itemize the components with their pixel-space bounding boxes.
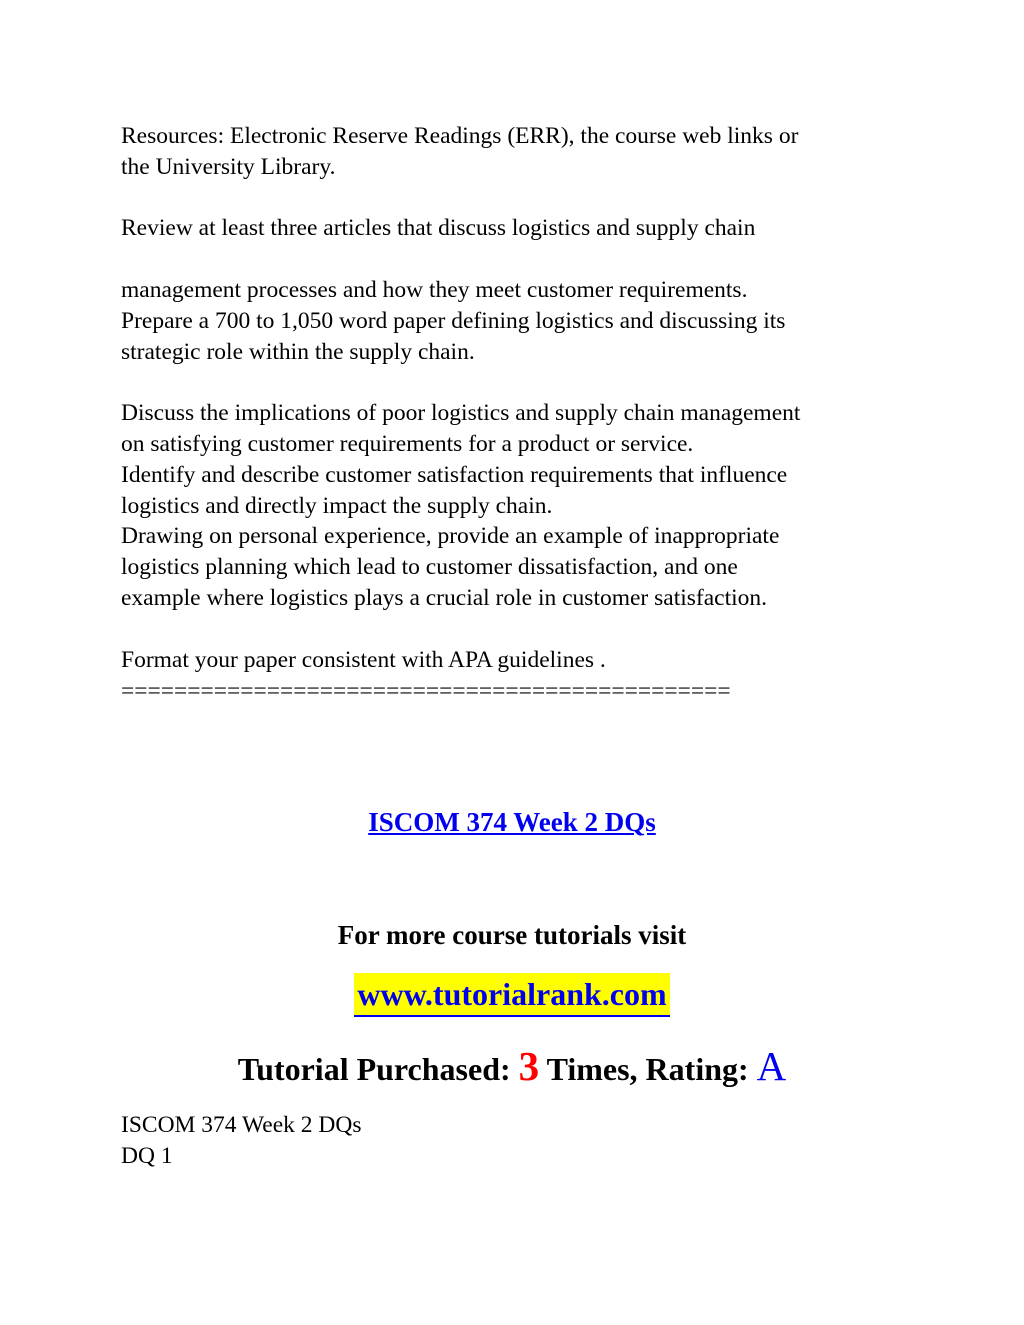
identify-line-2: logistics and directly impact the supply chain. <box>121 493 553 519</box>
site-link-row <box>0 972 1024 1017</box>
prepare-line-1: Prepare a 700 to 1,050 word paper defining logistics and discussing its <box>121 308 786 334</box>
purchase-prefix: Tutorial Purchased: <box>237 1051 519 1087</box>
footer-course-title: ISCOM 374 Week 2 DQs <box>121 1112 362 1138</box>
prepare-line-2: strategic role within the supply chain. <box>121 339 475 365</box>
purchase-middle: Times, Rating: <box>539 1051 757 1087</box>
drawing-line-2: logistics planning which lead to customer dissatisfaction, and one <box>121 554 738 580</box>
discuss-line-1: Discuss the implications of poor logistics and supply chain management <box>121 400 801 426</box>
visit-text: For more course tutorials visit <box>337 920 687 950</box>
rating-grade: A <box>756 1043 787 1089</box>
drawing-line-3: example where logistics plays a crucial role in customer satisfaction. <box>121 585 768 611</box>
resources-line-2: the University Library. <box>121 154 336 180</box>
review-line: Review at least three articles that discuss logistics and supply chain <box>121 215 756 241</box>
management-line: management processes and how they meet customer requirements. <box>121 277 748 303</box>
format-line: Format your paper consistent with APA guidelines . <box>121 647 606 673</box>
course-heading-link[interactable]: ISCOM 374 Week 2 DQs <box>368 807 656 837</box>
course-heading <box>0 805 1024 839</box>
purchase-line <box>0 1040 1024 1095</box>
separator-line: ============================================== <box>121 678 731 704</box>
site-link[interactable]: www.tutorialrank.com <box>354 973 669 1017</box>
purchase-count: 3 <box>518 1043 540 1089</box>
footer-dq-label: DQ 1 <box>121 1143 173 1169</box>
drawing-line-1: Drawing on personal experience, provide an example of inappropriate <box>121 523 780 549</box>
discuss-line-2: on satisfying customer requirements for a product or service. <box>121 431 694 457</box>
resources-line-1: Resources: Electronic Reserve Readings (ERR), the course web links or <box>121 123 799 149</box>
identify-line-1: Identify and describe customer satisfaction requirements that influence <box>121 462 788 488</box>
